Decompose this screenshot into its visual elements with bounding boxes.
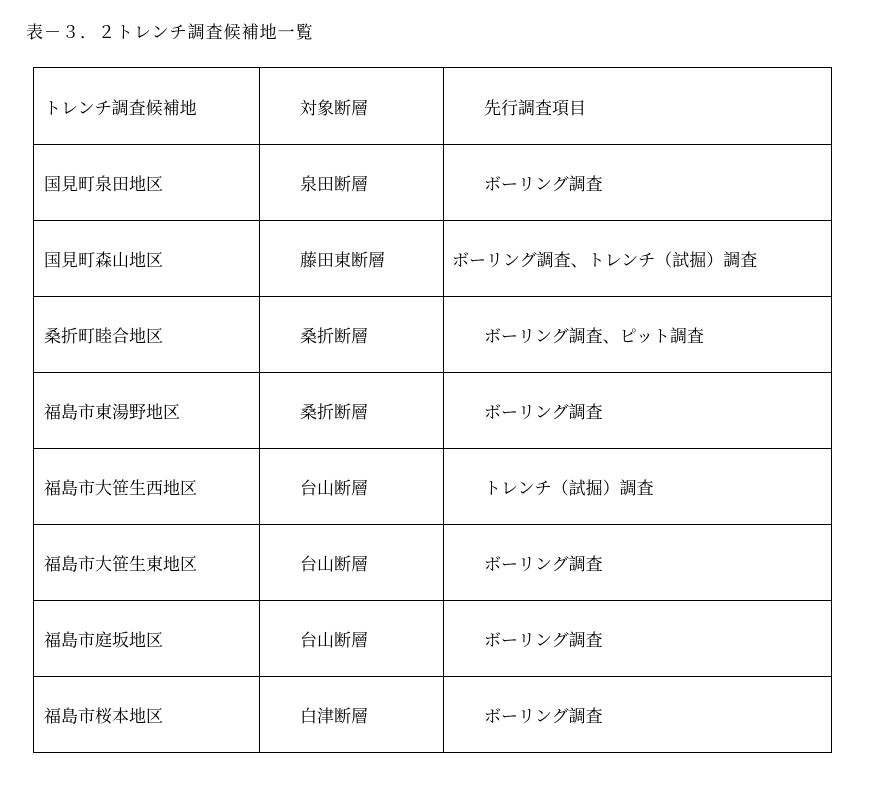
candidate-site-cell: 国見町泉田地区	[34, 145, 260, 221]
table-header-row	[34, 68, 832, 145]
candidate-site-cell: 桑折町睦合地区	[34, 297, 260, 373]
candidate-site-cell: 福島市庭坂地区	[34, 601, 260, 677]
header-prior-survey: 先行調査項目	[444, 68, 832, 145]
candidate-site-cell: 福島市大笹生東地区	[34, 525, 260, 601]
prior-survey-cell: ボーリング調査	[444, 601, 832, 677]
target-fault-cell: 台山断層	[260, 601, 444, 677]
target-fault-cell: 藤田東断層	[260, 221, 444, 297]
table-row	[34, 373, 832, 449]
target-fault-cell: 桑折断層	[260, 373, 444, 449]
table-row	[34, 525, 832, 601]
table-row	[34, 297, 832, 373]
candidate-site-cell: 国見町森山地区	[34, 221, 260, 297]
target-fault-cell: 白津断層	[260, 677, 444, 753]
target-fault-cell: 台山断層	[260, 525, 444, 601]
prior-survey-cell: ボーリング調査	[444, 373, 832, 449]
trench-candidate-table	[33, 67, 832, 753]
header-target-fault: 対象断層	[260, 68, 444, 145]
prior-survey-cell: ボーリング調査	[444, 677, 832, 753]
target-fault-cell: 桑折断層	[260, 297, 444, 373]
prior-survey-cell: ボーリング調査	[444, 525, 832, 601]
candidate-site-cell: 福島市大笹生西地区	[34, 449, 260, 525]
prior-survey-cell: ボーリング調査、ピット調査	[444, 297, 832, 373]
header-candidate-site: トレンチ調査候補地	[34, 68, 260, 145]
table-row	[34, 677, 832, 753]
prior-survey-cell: トレンチ（試掘）調査	[444, 449, 832, 525]
target-fault-cell: 泉田断層	[260, 145, 444, 221]
page-title: 表－３．２トレンチ調査候補地一覧	[26, 23, 314, 43]
table-row	[34, 145, 832, 221]
table-row	[34, 601, 832, 677]
candidate-site-cell: 福島市東湯野地区	[34, 373, 260, 449]
candidate-site-cell: 福島市桜本地区	[34, 677, 260, 753]
prior-survey-cell: ボーリング調査	[444, 145, 832, 221]
table-row	[34, 221, 832, 297]
table-row	[34, 449, 832, 525]
target-fault-cell: 台山断層	[260, 449, 444, 525]
prior-survey-cell: ボーリング調査、トレンチ（試掘）調査	[444, 221, 832, 297]
